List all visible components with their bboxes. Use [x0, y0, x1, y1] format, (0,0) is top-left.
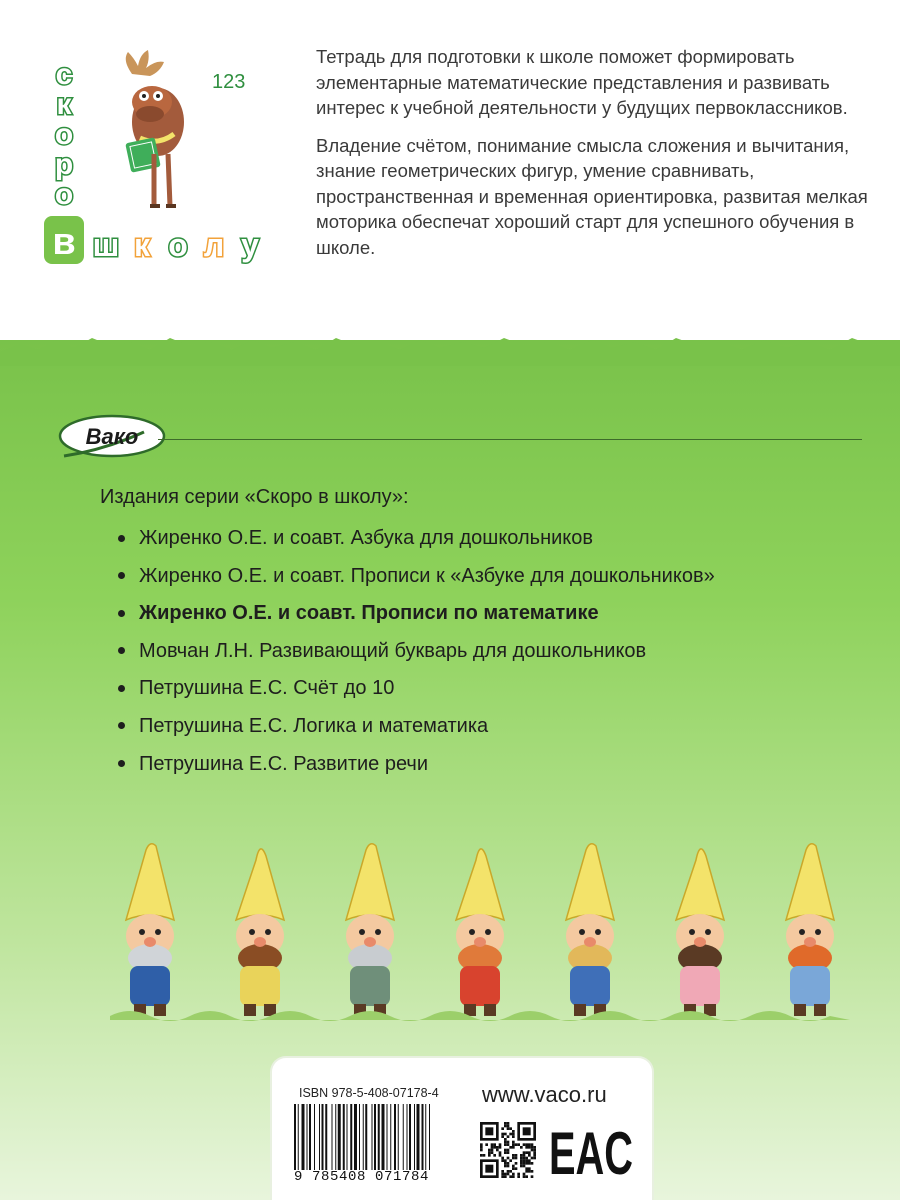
vako-logo-text: Вако [85, 424, 139, 449]
gnome-icon [456, 849, 504, 1016]
qr-module [507, 1165, 510, 1168]
qr-module [520, 1159, 523, 1162]
qr-module [512, 1146, 515, 1149]
qr-module [517, 1175, 520, 1178]
grass-icon [110, 1011, 850, 1021]
barcode [294, 1104, 474, 1170]
qr-module [499, 1146, 502, 1149]
qr-module [523, 1127, 531, 1135]
barcode-bar [363, 1104, 364, 1170]
qr-module [507, 1122, 510, 1125]
qr-module [512, 1167, 515, 1170]
qr-module [515, 1167, 518, 1170]
bullet-icon [118, 610, 125, 617]
qr-module [531, 1175, 534, 1178]
qr-module [523, 1151, 526, 1154]
qr-module [504, 1143, 507, 1146]
qr-module [488, 1151, 491, 1154]
qr-module [485, 1127, 493, 1135]
moose-icon [125, 50, 184, 206]
qr-module [507, 1151, 510, 1154]
series-item-title: Жиренко О.Е. и соавт. Азбука для дошкольников [139, 527, 594, 549]
qr-module [499, 1154, 502, 1157]
qr-module [517, 1173, 520, 1176]
qr-module [515, 1143, 518, 1146]
isbn-text: ISBN 978-5-408-07178-4 [299, 1086, 439, 1100]
qr-module [512, 1141, 515, 1144]
qr-module [512, 1175, 515, 1178]
qr-module [501, 1175, 504, 1178]
barcode-bar [422, 1104, 424, 1170]
qr-module [525, 1146, 528, 1149]
barcode-bar [372, 1104, 373, 1170]
qr-code [480, 1122, 536, 1178]
series-item-title: Мовчан Л.Н. Развивающий букварь для дошкольников [139, 639, 647, 662]
series-item-title: Петрушина Е.С. Счёт до 10 [139, 677, 395, 700]
barcode-bar [407, 1104, 408, 1170]
barcode-bar [359, 1104, 360, 1170]
qr-module [525, 1159, 528, 1162]
barcode-bar [365, 1104, 367, 1170]
qr-module [528, 1143, 531, 1146]
gnome-icon [786, 844, 834, 1016]
logo-horizontal-letter: к [133, 227, 151, 263]
qr-module [520, 1146, 523, 1149]
barcode-bar [382, 1104, 385, 1170]
logo-vertical-letter: с [55, 58, 73, 91]
qr-module [509, 1146, 512, 1149]
barcode-bar [294, 1104, 296, 1170]
series-item [118, 601, 860, 625]
barcode-bar [414, 1104, 415, 1170]
qr-module [525, 1167, 528, 1170]
qr-module [509, 1159, 512, 1162]
qr-module [512, 1130, 515, 1133]
qr-module [520, 1154, 523, 1157]
series-item [118, 676, 860, 700]
website-url: www.vaco.ru [482, 1082, 607, 1107]
qr-module [507, 1141, 510, 1144]
qr-module [531, 1146, 534, 1149]
barcode-bar [387, 1104, 388, 1170]
series-item [118, 639, 860, 663]
qr-module [480, 1143, 483, 1146]
qr-module [523, 1143, 526, 1146]
qr-module [493, 1146, 496, 1149]
series-heading: Издания серии «Скоро в школу»: [100, 486, 409, 508]
qr-module [531, 1170, 534, 1173]
qr-module [504, 1149, 507, 1152]
qr-module [499, 1143, 502, 1146]
qr-module [480, 1146, 483, 1149]
qr-module [525, 1170, 528, 1173]
barcode-bar [314, 1104, 315, 1170]
barcode-bar [325, 1104, 327, 1170]
qr-module [501, 1127, 504, 1130]
qr-module [491, 1151, 494, 1154]
qr-module [523, 1162, 526, 1165]
logo-vertical-letter: о [54, 178, 74, 211]
series-item-title: Жиренко О.Е. и соавт. Прописи к «Азбуке для дошкольников» [139, 564, 715, 587]
qr-module [512, 1173, 515, 1176]
qr-module [509, 1175, 512, 1178]
series-item [118, 714, 860, 738]
qr-module [528, 1151, 531, 1154]
qr-module [504, 1151, 507, 1154]
qr-module [491, 1149, 494, 1152]
gnome-icon [566, 844, 614, 1016]
qr-module [507, 1149, 510, 1152]
qr-module [512, 1165, 515, 1168]
qr-module [496, 1149, 499, 1152]
bullet-icon [118, 760, 125, 767]
gnomes-illustration [110, 840, 850, 1020]
qr-module [493, 1143, 496, 1146]
qr-module [501, 1173, 504, 1176]
qr-module [504, 1138, 507, 1141]
series-list [100, 486, 860, 789]
qr-module [485, 1143, 488, 1146]
qr-module [523, 1173, 526, 1176]
qr-module [515, 1157, 518, 1160]
qr-module [504, 1159, 507, 1162]
qr-module [533, 1146, 536, 1149]
qr-module [515, 1154, 518, 1157]
logo-digits: 123 [212, 71, 246, 93]
qr-module [523, 1157, 526, 1160]
qr-module [501, 1133, 504, 1136]
description-paragraph-2: Владение счётом, понимание смысла сложения и вычитания, знание геометрических фигур, умение сравнивать, пространственная и временная ориентировка, развитая мелкая моторика обеспечат хороший старт для успешного обучения в школе. [316, 134, 868, 258]
codes-panel [272, 1058, 652, 1200]
barcode-bar [394, 1104, 396, 1170]
qr-module [496, 1146, 499, 1149]
qr-module [507, 1170, 510, 1173]
logo-horizontal-letter: ш [92, 227, 120, 263]
logo-vertical-word [55, 58, 73, 211]
series-logo [40, 30, 280, 280]
qr-module [523, 1159, 526, 1162]
series-item [118, 526, 860, 550]
bullet-icon [118, 685, 125, 692]
barcode-bar [322, 1104, 324, 1170]
qr-module [501, 1135, 504, 1138]
qr-module [515, 1162, 518, 1165]
qr-module [488, 1154, 491, 1157]
series-item [118, 564, 860, 588]
qr-module [509, 1127, 512, 1130]
qr-module [504, 1133, 507, 1136]
qr-module [525, 1175, 528, 1178]
qr-module [533, 1149, 536, 1152]
qr-module [509, 1133, 512, 1136]
eac-mark [548, 1120, 634, 1187]
qr-module [523, 1175, 526, 1178]
bullet-icon [118, 535, 125, 542]
qr-module [533, 1157, 536, 1160]
qr-module [499, 1151, 502, 1154]
barcode-bar [307, 1104, 308, 1170]
qr-module [512, 1133, 515, 1136]
barcode-bar [429, 1104, 430, 1170]
qr-module [493, 1154, 496, 1157]
vako-logo [58, 412, 170, 468]
logo-big-letter [44, 216, 84, 264]
barcode-bar [354, 1104, 357, 1170]
gnome-icon [346, 844, 394, 1016]
qr-module [525, 1151, 528, 1154]
svg-text:в: в [52, 221, 76, 263]
qr-module [507, 1127, 510, 1130]
barcode-bar [390, 1104, 391, 1170]
description-paragraph-1: Тетрадь для подготовки к школе поможет формировать элементарные математические представления и развивать интерес к учебной деятельности у будущих первоклассников. [316, 46, 848, 118]
qr-module [480, 1154, 483, 1157]
logo-vertical-letter: к [56, 88, 72, 121]
svg-text:EAC: EAC [549, 1120, 633, 1187]
qr-module [504, 1162, 507, 1165]
qr-module [504, 1141, 507, 1144]
description [316, 44, 876, 272]
barcode-bar [302, 1104, 305, 1170]
bullet-icon [118, 572, 125, 579]
qr-module [491, 1146, 494, 1149]
barcode-bar [298, 1104, 299, 1170]
qr-module [512, 1157, 515, 1160]
series-item-title: Жиренко О.Е. и соавт. Прописи по математике [139, 602, 599, 625]
publisher-rule [158, 439, 862, 440]
qr-module [504, 1125, 507, 1128]
qr-module [507, 1157, 510, 1160]
barcode-bar [332, 1104, 333, 1170]
logo-horizontal-letter: л [203, 227, 225, 263]
qr-module [507, 1135, 510, 1138]
bullet-icon [118, 647, 125, 654]
barcode-bar [319, 1104, 320, 1170]
barcode-bar [350, 1104, 352, 1170]
qr-module [520, 1157, 523, 1160]
barcode-bar [378, 1104, 380, 1170]
qr-module [523, 1154, 526, 1157]
series-items [100, 526, 860, 776]
qr-module [531, 1157, 534, 1160]
qr-module [504, 1173, 507, 1176]
qr-module [504, 1175, 507, 1178]
qr-module [501, 1159, 504, 1162]
barcode-bar [425, 1104, 426, 1170]
logo-vertical-letter: о [54, 118, 74, 151]
barcode-digits: 9 785408 071784 [294, 1169, 430, 1185]
qr-module [528, 1162, 531, 1165]
qr-module [517, 1143, 520, 1146]
gnome-icon [676, 849, 724, 1016]
barcode-bar [409, 1104, 411, 1170]
barcode-bar [338, 1104, 341, 1170]
barcode-bar [403, 1104, 404, 1170]
qr-module [483, 1154, 486, 1157]
logo-horizontal-letter: о [168, 227, 188, 263]
qr-module [523, 1165, 526, 1168]
publisher-bar [58, 412, 868, 472]
series-item-title: Петрушина Е.С. Логика и математика [139, 714, 489, 737]
series-item [118, 752, 860, 776]
qr-module [507, 1125, 510, 1128]
qr-module [512, 1135, 515, 1138]
qr-module [528, 1167, 531, 1170]
qr-module [533, 1151, 536, 1154]
barcode-bar [417, 1104, 420, 1170]
qr-module [507, 1143, 510, 1146]
qr-module [528, 1159, 531, 1162]
qr-module [512, 1143, 515, 1146]
qr-module [520, 1165, 523, 1168]
qr-module [480, 1149, 483, 1152]
qr-module [520, 1162, 523, 1165]
barcode-bar [398, 1104, 399, 1170]
qr-module [528, 1170, 531, 1173]
logo-horizontal-word [93, 227, 259, 263]
barcode-bar [335, 1104, 336, 1170]
qr-module [533, 1154, 536, 1157]
qr-module [512, 1154, 515, 1157]
bullet-icon [118, 722, 125, 729]
qr-module [525, 1143, 528, 1146]
qr-module [509, 1170, 512, 1173]
qr-module [525, 1162, 528, 1165]
qr-module [504, 1165, 507, 1168]
top-section [0, 0, 900, 360]
logo-horizontal-letter: у [241, 227, 259, 263]
qr-module [501, 1170, 504, 1173]
barcode-bar [347, 1104, 348, 1170]
qr-module [528, 1154, 531, 1157]
qr-module [525, 1157, 528, 1160]
gnome-icon [126, 844, 174, 1016]
qr-module [488, 1149, 491, 1152]
qr-module [485, 1165, 493, 1173]
torn-paper-edge [0, 326, 900, 366]
qr-module [507, 1173, 510, 1176]
qr-module [507, 1162, 510, 1165]
qr-module [491, 1143, 494, 1146]
barcode-bar [343, 1104, 345, 1170]
qr-module [531, 1162, 534, 1165]
logo-vertical-letter: р [54, 148, 74, 181]
gnome-icon [236, 849, 284, 1016]
qr-module [531, 1143, 534, 1146]
qr-module [501, 1157, 504, 1160]
qr-module [504, 1122, 507, 1125]
qr-module [531, 1149, 534, 1152]
barcode-bar [374, 1104, 376, 1170]
barcode-bar [309, 1104, 311, 1170]
series-item-title: Петрушина Е.С. Развитие речи [139, 752, 429, 775]
qr-module [528, 1146, 531, 1149]
